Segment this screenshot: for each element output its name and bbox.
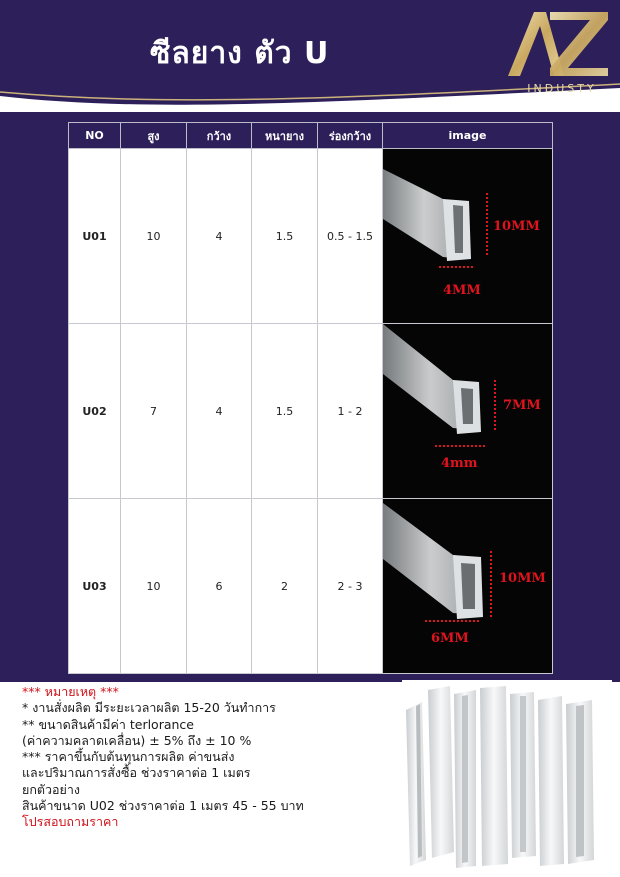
note-line: สินค้าขนาด U02 ช่วงราคาต่อ 1 เมตร 45 - 55 บาท (22, 798, 304, 814)
cell-image (383, 499, 553, 674)
cell-groove: 1 - 2 (318, 324, 383, 499)
col-header-image: image (383, 123, 553, 149)
page-title: ซีลยาง ตัว U (150, 36, 330, 71)
product-photo (402, 680, 612, 870)
notes-section (22, 684, 402, 831)
product-image-u03 (383, 499, 553, 673)
cell-image (383, 324, 553, 499)
cell-image (383, 149, 553, 324)
dimension-height-label: 10MM (493, 219, 540, 234)
dimension-width-label: 6MM (431, 631, 469, 646)
cell-thickness: 1.5 (252, 149, 318, 324)
note-line: (ค่าความคลาดเคลื่อน) ± 5% ถึง ± 10 % (22, 732, 252, 748)
dimension-width-label: 4MM (443, 283, 481, 298)
note-line: *** ราคาขึ้นกับต้นทุนการผลิต ค่าขนส่ง (22, 749, 235, 765)
cell-width: 4 (187, 324, 252, 499)
cell-height: 10 (121, 499, 187, 674)
notes-footer: โปรสอบถามราคา (22, 814, 119, 830)
table-row (69, 149, 553, 324)
cell-width: 6 (187, 499, 252, 674)
dimension-width-label: 4mm (441, 456, 478, 471)
cell-groove: 2 - 3 (318, 499, 383, 674)
col-header-thickness: หนายาง (252, 123, 318, 149)
dimension-height-label: 7MM (503, 398, 541, 413)
col-header-groove: ร่องกว้าง (318, 123, 383, 149)
cell-width: 4 (187, 149, 252, 324)
note-line: และปริมาณการสั่งซื้อ ช่วงราคาต่อ 1 เมตร (22, 765, 251, 781)
notes-heading: *** หมายเหตุ *** (22, 684, 119, 699)
product-image-u01 (383, 149, 553, 323)
table-header-row (69, 123, 553, 149)
cell-thickness: 2 (252, 499, 318, 674)
product-image-u02 (383, 324, 553, 498)
spec-table (68, 122, 553, 674)
cell-no: U02 (69, 324, 121, 499)
dimension-height-label: 10MM (499, 571, 546, 586)
logo-subtitle: INDUSTY (527, 82, 597, 95)
note-line: ยกตัวอย่าง (22, 781, 80, 797)
col-header-no: NO (69, 123, 121, 149)
cell-groove: 0.5 - 1.5 (318, 149, 383, 324)
table-row (69, 324, 553, 499)
cell-height: 7 (121, 324, 187, 499)
cell-no: U01 (69, 149, 121, 324)
col-header-height: สูง (121, 123, 187, 149)
cell-height: 10 (121, 149, 187, 324)
cell-thickness: 1.5 (252, 324, 318, 499)
col-header-width: กว้าง (187, 123, 252, 149)
note-line: ** ขนาดสินค้ามีค่า terlorance (22, 716, 194, 732)
table-row (69, 499, 553, 674)
cell-no: U03 (69, 499, 121, 674)
note-line: * งานสั่งผลิต มีระยะเวลาผลิต 15-20 วันทำการ (22, 700, 276, 716)
header-banner (0, 0, 620, 112)
